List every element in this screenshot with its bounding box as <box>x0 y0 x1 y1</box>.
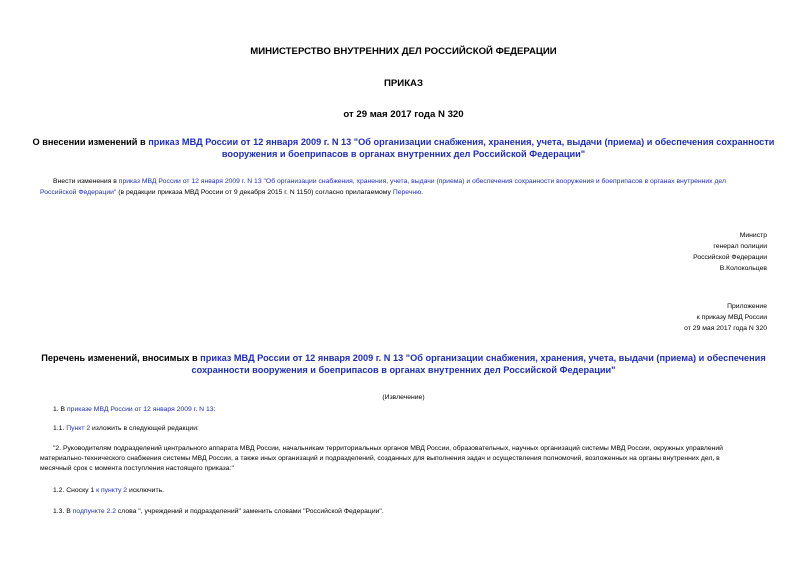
item-1-1 <box>53 424 199 434</box>
changes-title-link[interactable]: приказ МВД России от 12 января 2009 г. N 13 "Об организации снабжения, хранения, учета, выдачи (приема) и обеспечения <box>200 353 766 363</box>
ministry-heading: МИНИСТЕРСТВО ВНУТРЕННИХ ДЕЛ РОССИЙСКОЙ ФЕДЕРАЦИИ <box>250 46 557 57</box>
changes-title-prefix: Перечень изменений, вносимых в <box>41 353 201 363</box>
intro-paragraph-line2 <box>40 188 423 198</box>
item-1-2 <box>53 486 164 496</box>
intro-order-link[interactable]: приказ МВД России от 12 января 2009 г. N 13 "Об организации снабжения, хранения, учета, выдачи (приема) и обеспечения сохранности вооружения и боеприпасов в органах внутренних дел <box>118 178 726 185</box>
list-link[interactable]: Перечню <box>392 189 422 196</box>
appendix-date: от 29 мая 2017 года N 320 <box>684 325 767 332</box>
intro-order-link-continuation[interactable]: Российской Федерации" <box>40 189 117 196</box>
signature-rank: генерал полиции <box>713 243 767 250</box>
document-type: ПРИКАЗ <box>384 78 423 89</box>
signature-position: Министр <box>739 232 767 239</box>
item-1-suffix: : <box>213 406 216 413</box>
intro-paragraph <box>53 177 773 187</box>
signature-organization: Российской Федерации <box>693 254 767 261</box>
item-1-2-suffix: исключить. <box>127 487 165 494</box>
intro-text-2: (в редакции приказа МВД России от 9 декабря 2015 г. N 1150) согласно прилагаемому <box>116 189 393 196</box>
document-date-number: от 29 мая 2017 года N 320 <box>343 109 464 120</box>
changes-list-title <box>0 352 807 376</box>
item-1-3 <box>53 507 384 517</box>
point-2-link[interactable]: Пункт 2 <box>66 425 91 432</box>
signature-block <box>693 230 767 274</box>
appendix-order: к приказу МВД России <box>696 314 767 321</box>
intro-text-1: Внести изменения в <box>53 178 119 185</box>
subpoint-2-2-link[interactable]: подпункте 2.2 <box>72 508 116 515</box>
item-1-1-suffix: изложить в следующей редакции: <box>90 425 199 432</box>
quote-line-3: месячный срок с момента поступления настоящего приказа:" <box>40 465 234 472</box>
appendix-block <box>684 301 767 334</box>
intro-text-3: . <box>421 189 424 196</box>
item-1-order-link[interactable]: приказе МВД России от 12 января 2009 г. N 13 <box>66 406 214 413</box>
item-1-3-suffix: слова ", учреждений и подразделений" заменить словами "Российской Федерации". <box>115 508 384 515</box>
extract-label: (Извлечение) <box>382 394 425 401</box>
quote-line-2: материально-технического снабжения системы МВД России, а также иных организаций и подразделений, созданных для выполнения задач и осуществления полномочий, возложенных на органы внутренних дел, в <box>40 455 720 462</box>
item-1-prefix: 1. В <box>53 406 67 413</box>
title-prefix: О внесении изменений в <box>32 137 149 147</box>
title-link-continuation[interactable]: вооружения и боеприпасов в органах внутренних дел Российской Федерации" <box>221 149 586 159</box>
changes-title-link-continuation[interactable]: сохранности вооружения и боеприпасов в органах внутренних дел Российской Федерации" <box>191 365 616 375</box>
item-1-3-prefix: 1.3. В <box>53 508 73 515</box>
appendix-label: Приложение <box>727 303 767 310</box>
to-point-2-link[interactable]: к пункту 2 <box>96 487 128 494</box>
item-1-1-prefix: 1.1. <box>53 425 67 432</box>
signature-name: В.Колокольцев <box>719 265 767 272</box>
document-title <box>0 136 807 160</box>
item-1 <box>53 405 215 415</box>
item-1-2-prefix: 1.2. Сноску 1 <box>53 487 97 494</box>
quote-line-1: "2. Руководителям подразделений центрального аппарата МВД России, начальникам территориальных органов МВД России, образовательных, научных организаций системы МВД России, окружных управлений <box>53 445 723 452</box>
title-link[interactable]: приказ МВД России от 12 января 2009 г. N 13 "Об организации снабжения, хранения, учета, выдачи (приема) и обеспечения сохранности <box>148 137 775 147</box>
